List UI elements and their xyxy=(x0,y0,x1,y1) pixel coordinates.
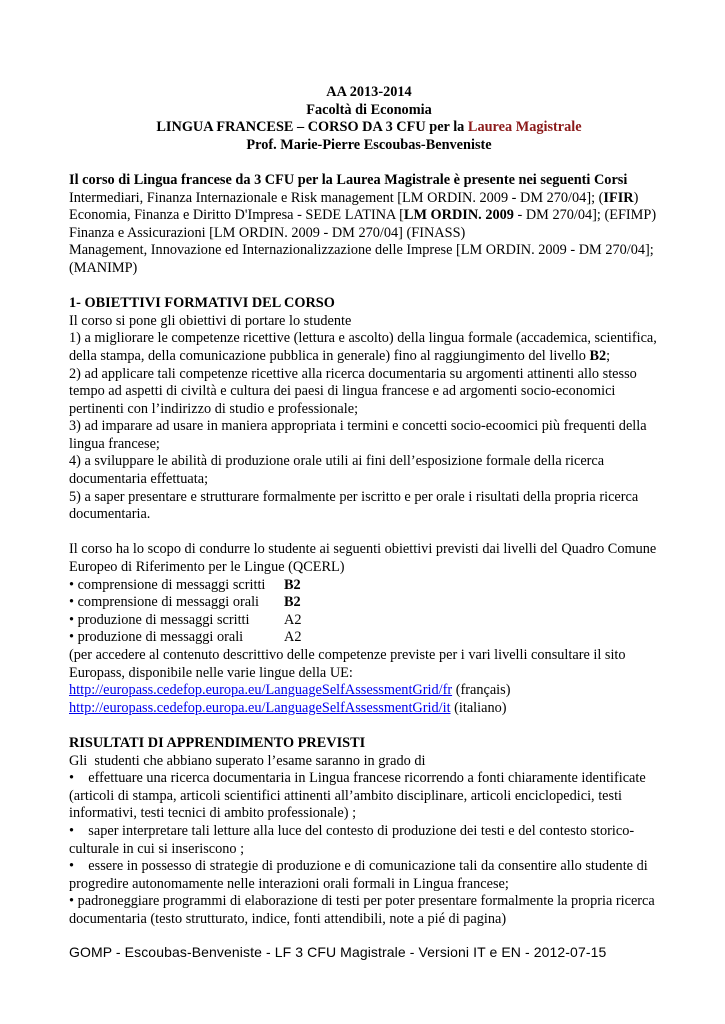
course-line-ifir: Intermediari, Finanza Internazionale e Risk management [LM ORDIN. 2009 - DM 270/04]; (IFIR) xyxy=(69,189,639,206)
objectives-heading: 1- OBIETTIVI FORMATIVI DEL CORSO xyxy=(69,295,335,312)
objective-item-1: 1) a migliorare le competenze ricettive (lettura e ascolto) della lingua formale (accademica, scientifica, della stampa, della comunicazione pubblica in generale) fino al raggiungimento del livello B2; xyxy=(69,330,657,364)
results-intro: Gli studenti che abbiano superato l’esame saranno in grado di xyxy=(69,752,426,769)
link-row-fr: http://europass.cedefop.europa.eu/LanguageSelfAssessmentGrid/fr (français) xyxy=(69,682,511,699)
objective-item-5: 5) a saper presentare e strutturare formalmente per iscritto e per orale i risultati della propria ricerca documentaria. xyxy=(69,488,639,523)
course-line-efimp: Economia, Finanza e Diritto D'Impresa - SEDE LATINA [LM ORDIN. 2009 - DM 270/04]; (EFIMP) xyxy=(69,207,657,224)
professor-name: Prof. Marie-Pierre Escoubas-Benveniste xyxy=(246,136,492,153)
europass-note: (per accedere al contenuto descrittivo delle competenze previste per i vari livelli consultare il sito Europass, disponibile nelle varie lingue della UE: xyxy=(69,647,626,681)
courses-intro: Il corso di Lingua francese da 3 CFU per la Laurea Magistrale è presente nei seguenti Corsi xyxy=(69,171,628,188)
document-page xyxy=(69,84,669,929)
course-line-finass: Finanza e Assicurazioni [LM ORDIN. 2009 - DM 270/04] (FINASS) xyxy=(69,224,466,241)
levels-intro: Il corso ha lo scopo di condurre lo studente ai seguenti obiettivi previsti dai livelli del Quadro Comune Europeo di Riferimento per le Lingue (QCERL) xyxy=(69,541,657,576)
course-line-manimp: Management, Innovazione ed Internazionalizzazione delle Imprese [LM ORDIN. 2009 - DM 270/04]; xyxy=(69,242,654,259)
objective-item-4: 4) a sviluppare le abilità di produzione orale utili ai fini dell’esposizione formale della ricerca documentaria effettuata; xyxy=(69,453,605,488)
result-bullet-3: • essere in possesso di strategie di produzione e di comunicazione tali da consentire allo studente di progredire autonomamente nelle interazioni orali formali in Lingua francese; xyxy=(69,858,652,892)
result-bullet-2: • saper interpretare tali letture alla luce del contesto di produzione dei testi e del contesto storico-culturale in cui si inseriscono ; xyxy=(69,822,635,857)
course-title: LINGUA FRANCESE – CORSO DA 3 CFU per la Laurea Magistrale xyxy=(156,119,582,136)
level-item: • comprensione di messaggi scritti B2 xyxy=(69,576,301,593)
objective-item-3: 3) ad imparare ad usare in maniera appropriata i termini e concetti socio-ecoomici più frequenti della lingua francese; xyxy=(69,418,647,452)
page-footer: GOMP - Escoubas-Benveniste - LF 3 CFU Magistrale - Versioni IT e EN - 2012-07-15 xyxy=(69,944,607,960)
europass-link-it[interactable]: http://europass.cedefop.europa.eu/LanguageSelfAssessmentGrid/it xyxy=(69,699,451,716)
results-heading: RISULTATI DI APPRENDIMENTO PREVISTI xyxy=(69,734,366,751)
result-bullet-1: • effettuare una ricerca documentaria in Lingua francese ricorrendo a fonti chiaramente identificate (articoli di stampa, articoli scientifici attinenti all’ambito disciplinare, articoli enciclopedici, testi informativi, testi tecnici di ambito professionale) ; xyxy=(69,770,650,822)
result-bullet-4: • padroneggiare programmi di elaborazione di testi per poter presentare formalmente la propria ricerca documentaria (testo strutturato, indice, fonti attendibili, note a pié di pagina) xyxy=(69,893,655,927)
faculty-name: Facoltà di Economia xyxy=(306,101,432,118)
objectives-intro: Il corso si pone gli obiettivi di portare lo studente xyxy=(69,312,352,329)
level-item: • comprensione di messaggi orali B2 xyxy=(69,594,301,611)
course-title-highlight: Laurea Magistrale xyxy=(467,119,582,136)
europass-link-fr[interactable]: http://europass.cedefop.europa.eu/LanguageSelfAssessmentGrid/fr xyxy=(69,682,453,699)
level-item: • produzione di messaggi orali A2 xyxy=(69,629,302,646)
academic-year: AA 2013-2014 xyxy=(326,84,412,100)
objective-item-2: 2) ad applicare tali competenze ricettive alla ricerca documentaria su argomenti attinenti allo stesso tempo ad aspetti di civiltà e cultura dei paesi di lingua francese e ad argomenti socio-economici pertinenti con l’indirizzo di studio e professionale; xyxy=(69,365,637,417)
level-item: • produzione di messaggi scritti A2 xyxy=(69,611,302,628)
link-row-it: http://europass.cedefop.europa.eu/LanguageSelfAssessmentGrid/it (italiano) xyxy=(69,699,507,716)
course-line-manimp-code: (MANIMP) xyxy=(69,259,138,276)
